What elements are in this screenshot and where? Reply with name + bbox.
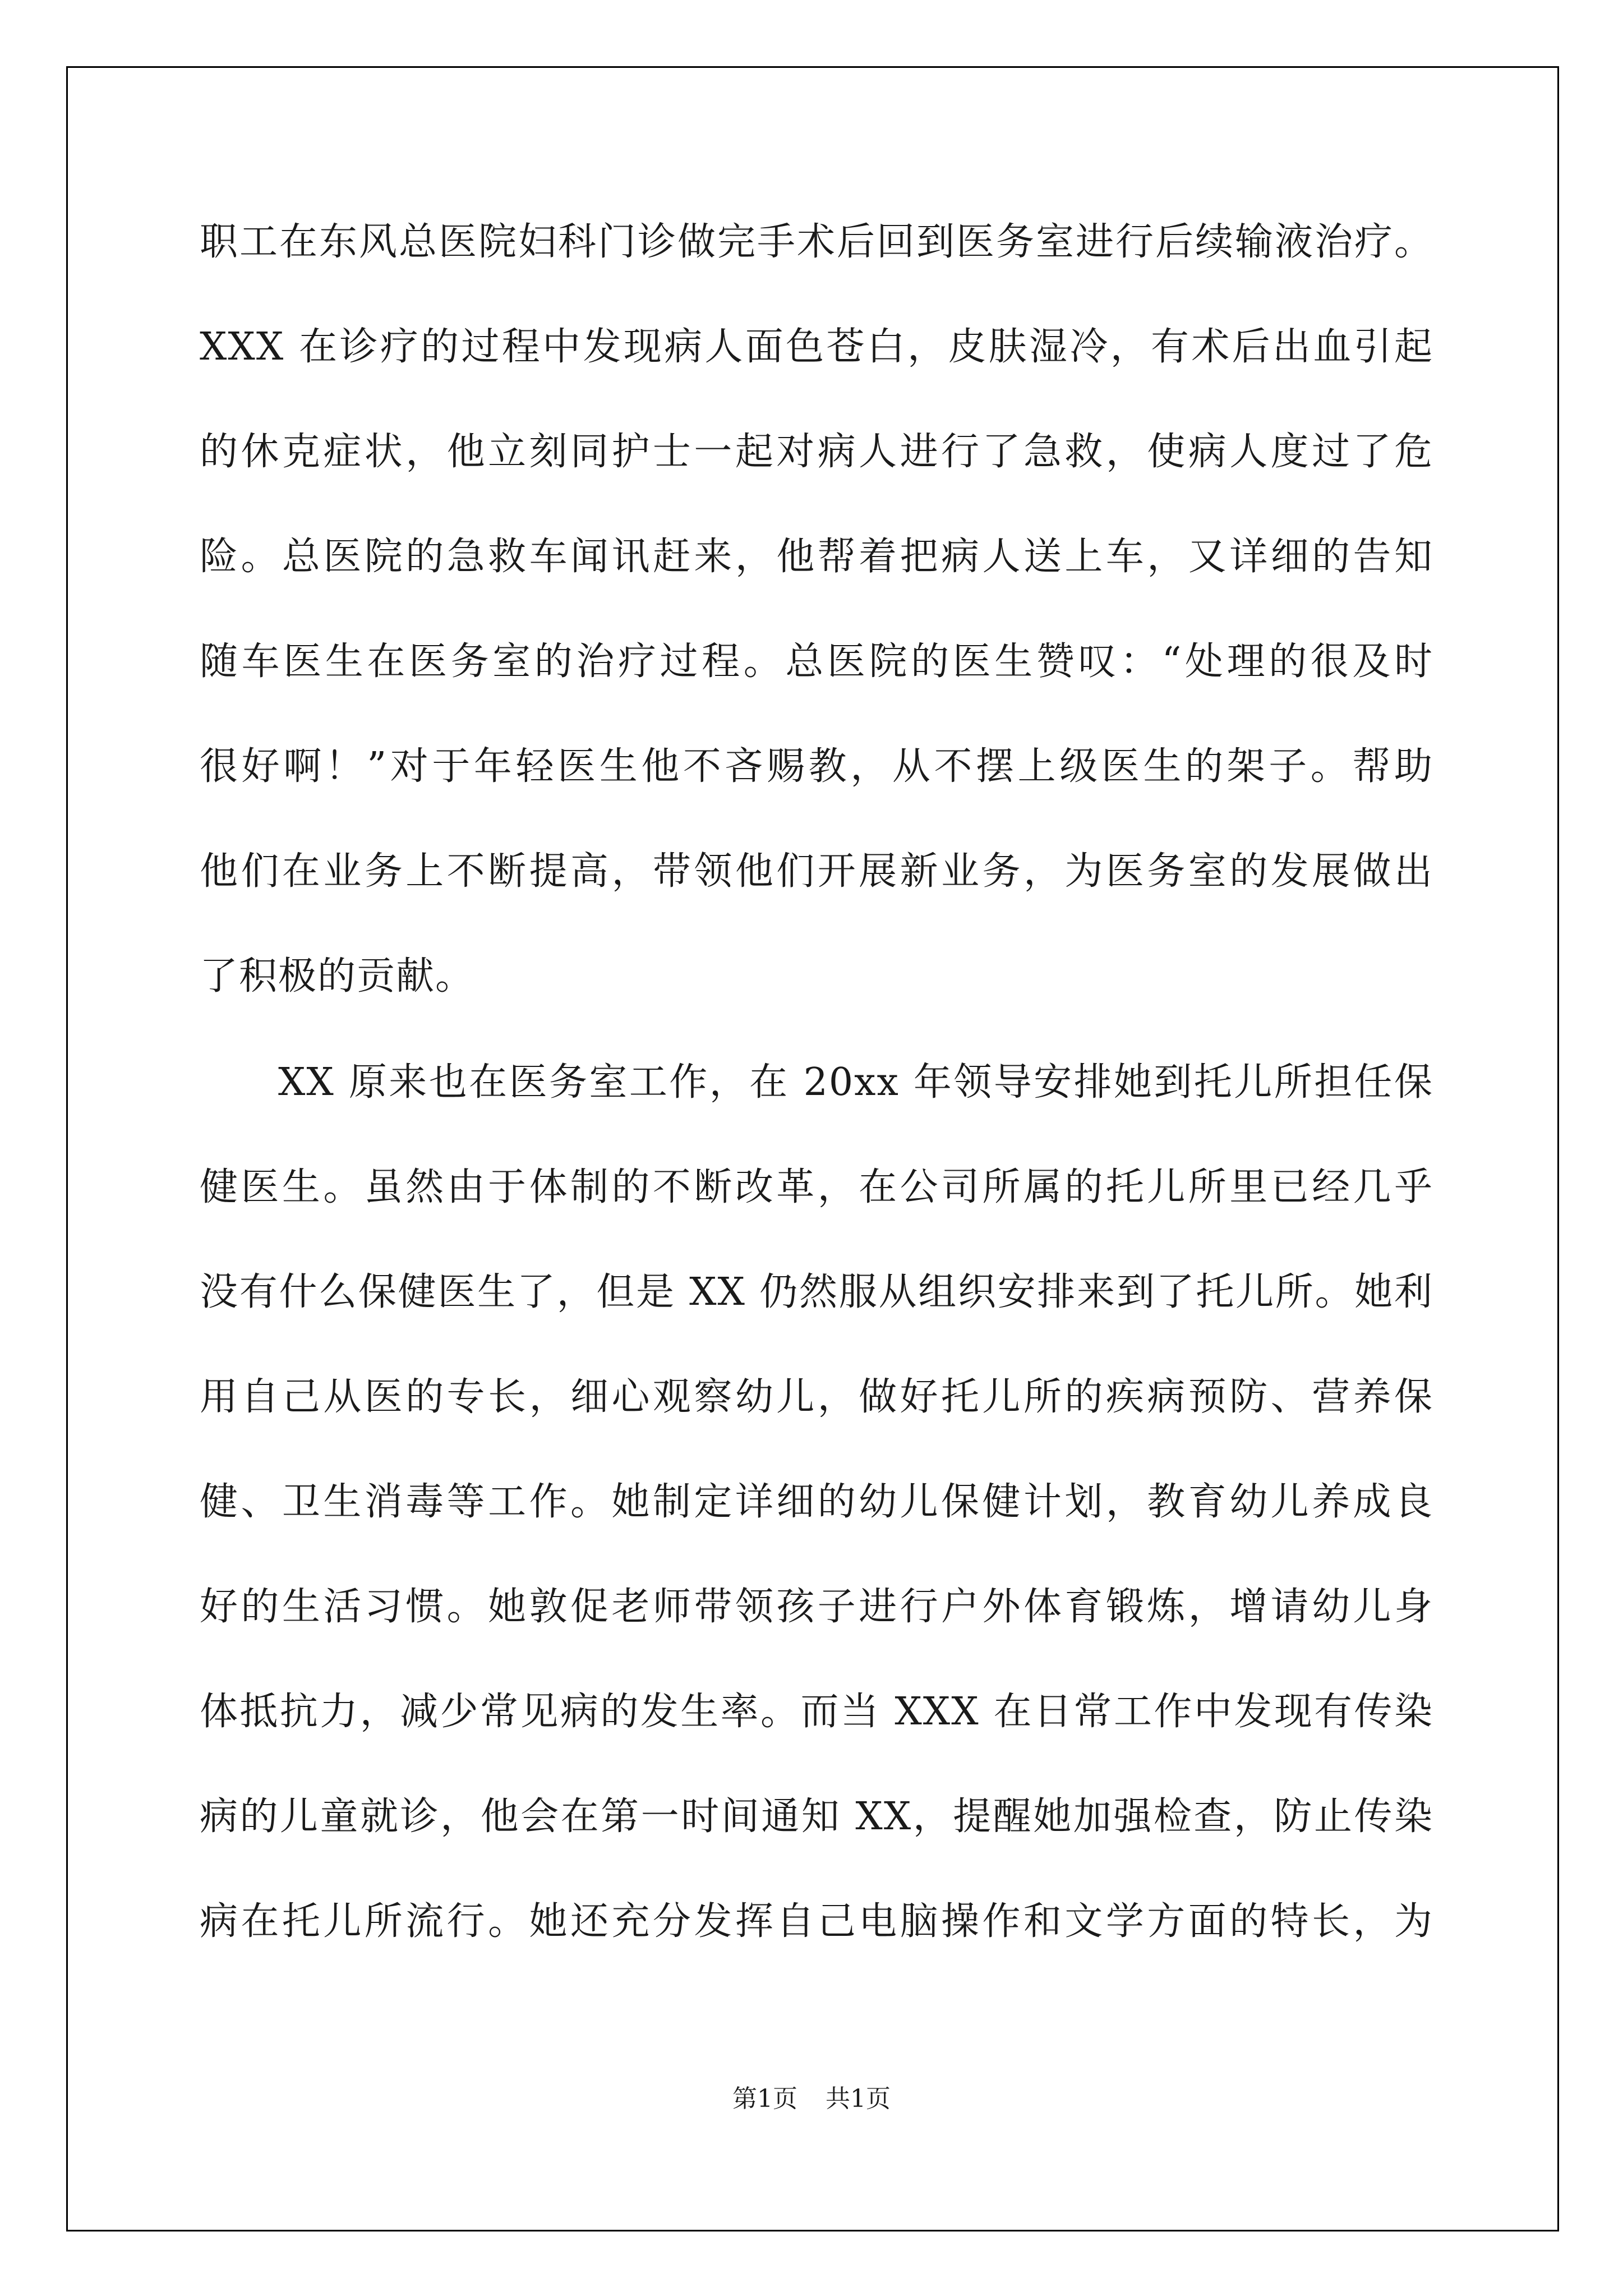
paragraph-line: 好的生活习惯。她敦促老师带领孩子进行户外体育锻炼，增请幼儿身 <box>200 1585 1433 1629</box>
paragraph-line: 健、卫生消毒等工作。她制定详细的幼儿保健计划，教育幼儿养成良 <box>200 1480 1433 1524</box>
paragraph-line: XX 原来也在医务室工作，在 20xx 年领导安排她到托儿所担任保 <box>278 1060 1433 1105</box>
paragraph-line: XXX 在诊疗的过程中发现病人面色苍白，皮肤湿冷，有术后出血引起 <box>200 325 1433 369</box>
paragraph-line: 病的儿童就诊，他会在第一时间通知 XX，提醒她加强检查，防止传染 <box>200 1795 1433 1839</box>
page-number: 第1页 <box>732 2085 797 2113</box>
paragraph-line: 病在托儿所流行。她还充分发挥自己电脑操作和文学方面的特长，为 <box>200 1899 1433 1944</box>
paragraph-line: 用自己从医的专长，细心观察幼儿，做好托儿所的疾病预防、营养保 <box>200 1375 1433 1419</box>
page-footer <box>0 2082 1623 2116</box>
paragraph-line: 他们在业务上不断提高，带领他们开展新业务，为医务室的发展做出 <box>200 849 1433 894</box>
paragraph-line: 了积极的贡献。 <box>200 954 475 999</box>
paragraph-2 <box>200 1030 1433 1974</box>
paragraph-line: 险。总医院的急救车闻讯赶来，他帮着把病人送上车，又详细的告知 <box>200 535 1433 579</box>
paragraph-1 <box>200 190 1433 1029</box>
paragraph-line: 没有什么保健医生了，但是 XX 仍然服从组织安排来到了托儿所。她利 <box>200 1270 1433 1314</box>
paragraph-line: 很好啊！”对于年轻医生他不吝赐教，从不摆上级医生的架子。帮助 <box>200 744 1433 789</box>
paragraph-line: 随车医生在医务室的治疗过程。总医院的医生赞叹：“处理的很及时 <box>200 639 1433 684</box>
paragraph-line: 健医生。虽然由于体制的不断改革，在公司所属的托儿所里已经几乎 <box>200 1165 1433 1209</box>
page-total: 共1页 <box>826 2085 891 2113</box>
paragraph-line: 的休克症状，他立刻同护士一起对病人进行了急救，使病人度过了危 <box>200 430 1433 474</box>
paragraph-line: 职工在东风总医院妇科门诊做完手术后回到医务室进行后续输液治疗。 <box>200 220 1433 264</box>
paragraph-line: 体抵抗力，减少常见病的发生率。而当 XXX 在日常工作中发现有传染 <box>200 1690 1433 1734</box>
